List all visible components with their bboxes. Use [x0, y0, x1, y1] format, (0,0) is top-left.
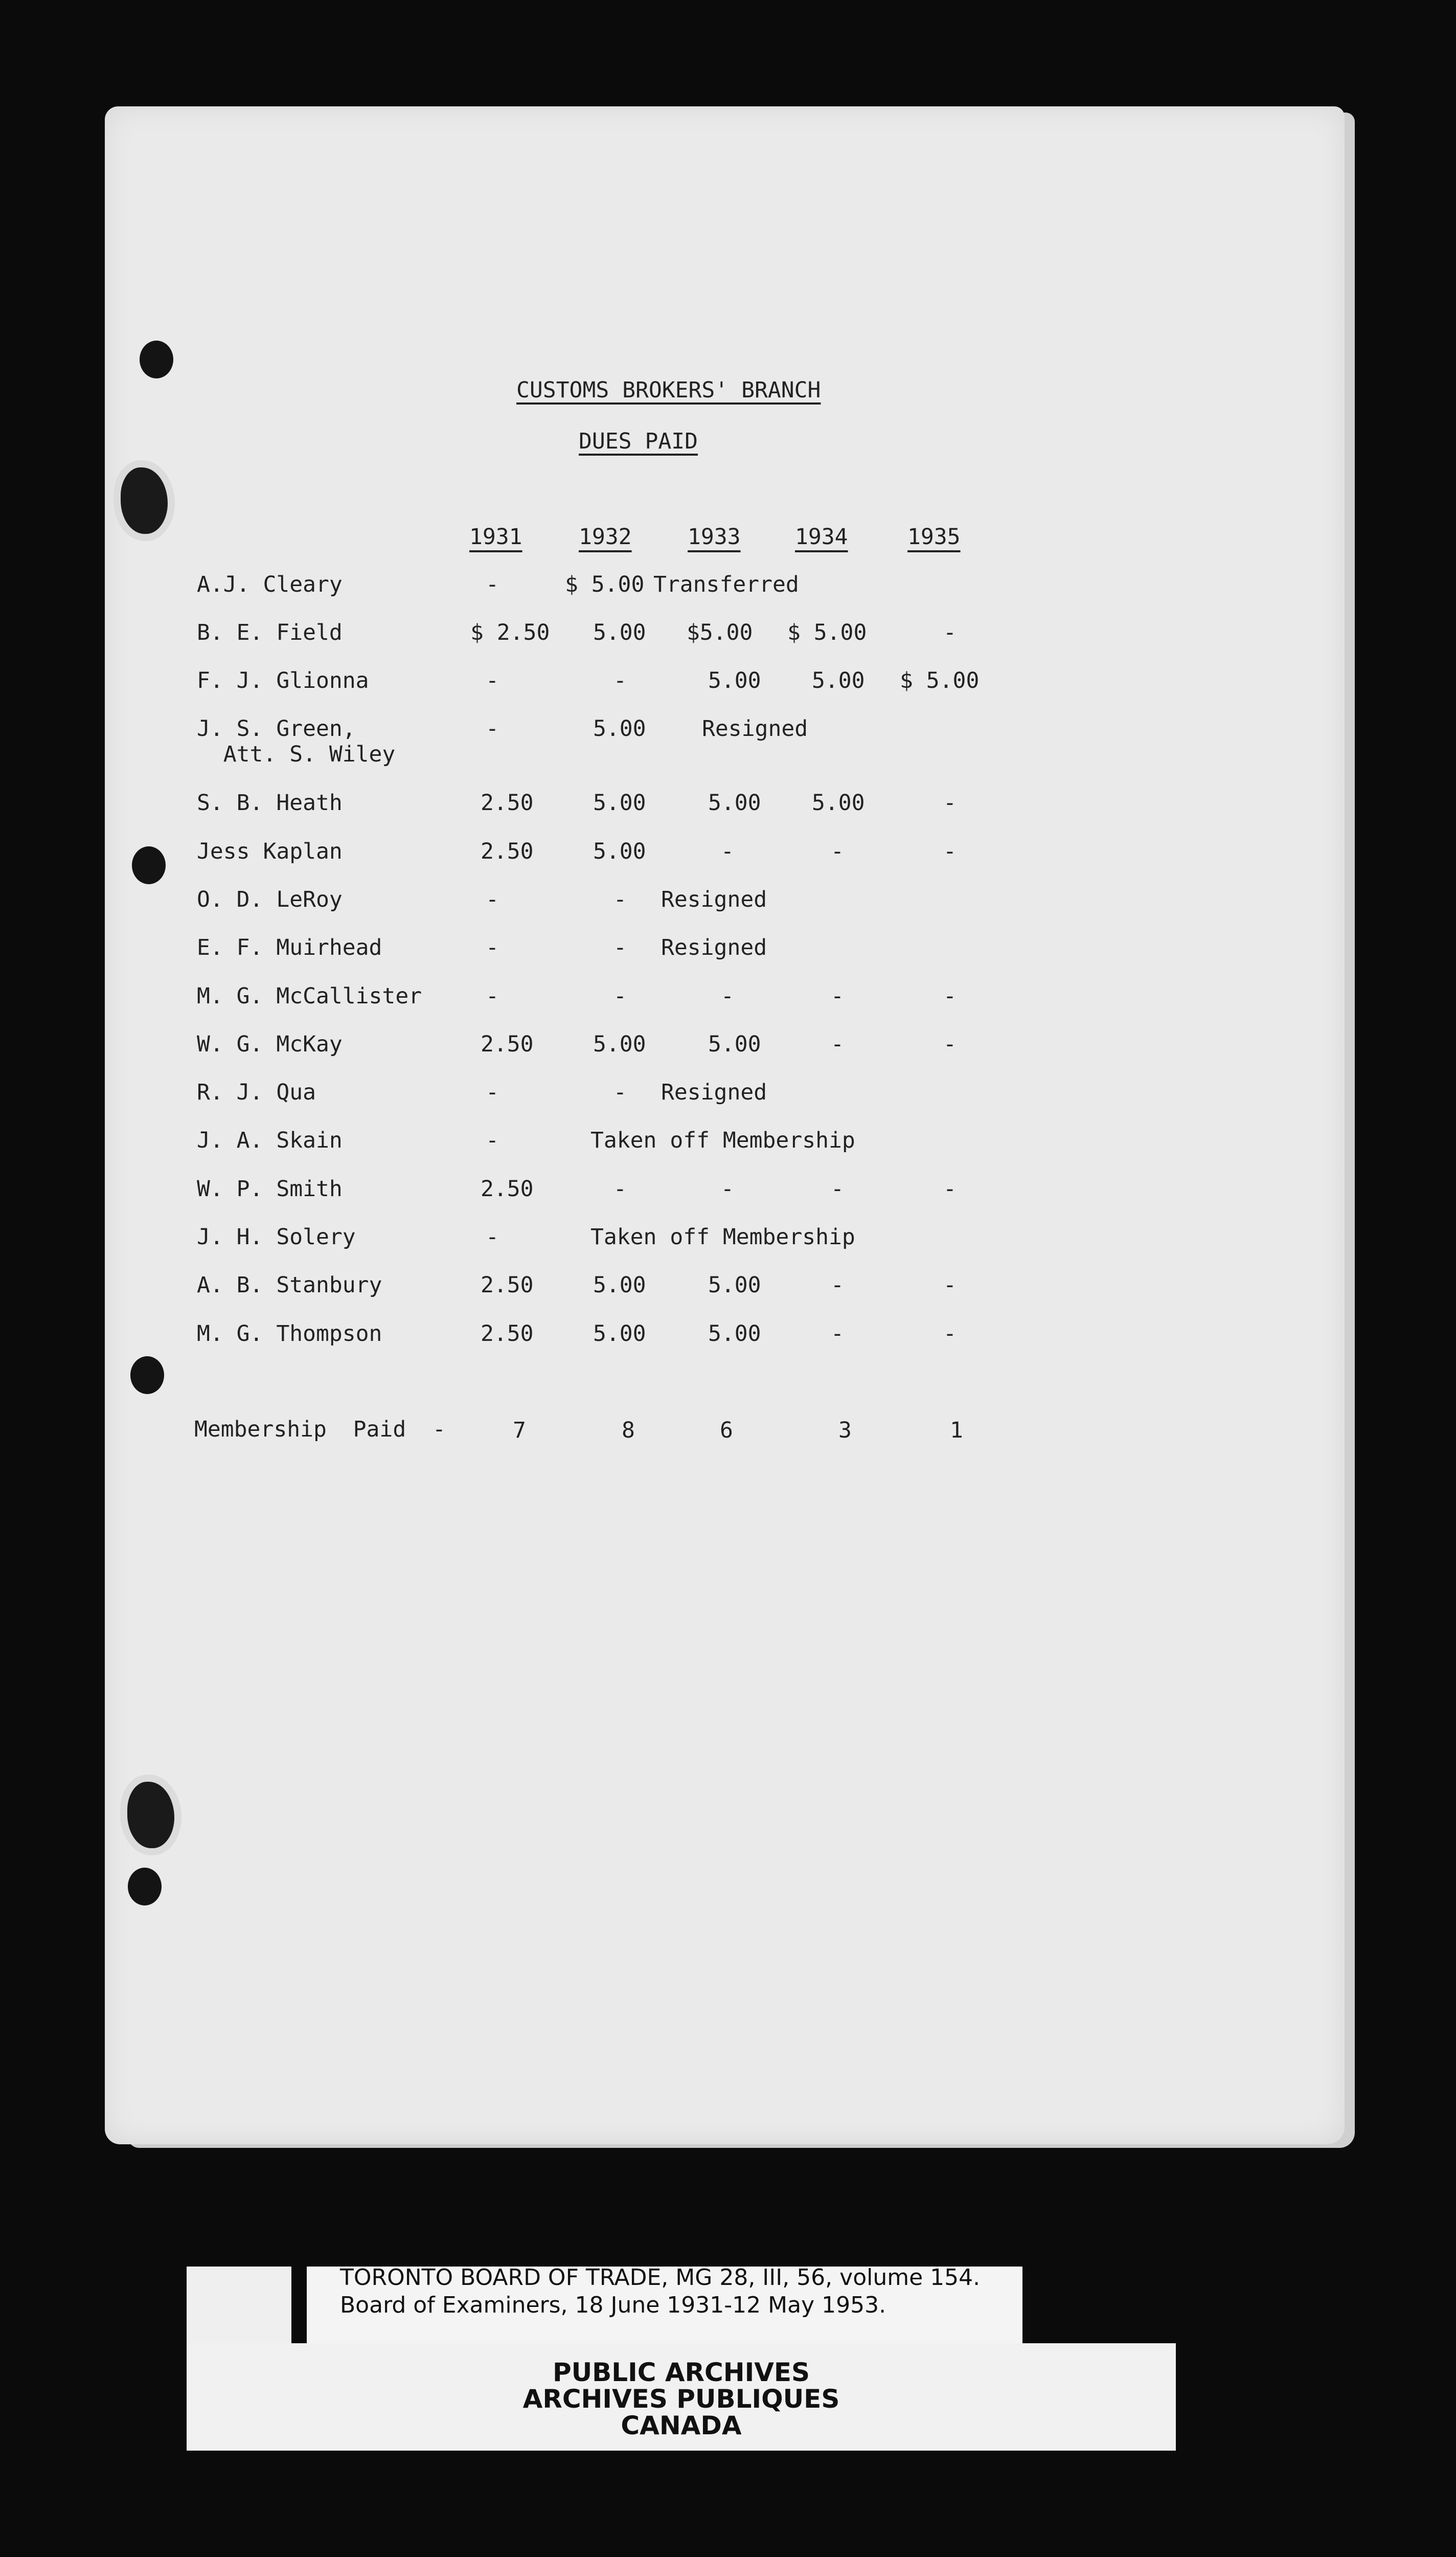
- year-header-1933: 1933: [688, 524, 741, 550]
- dues-cell-1935: -: [943, 1176, 957, 1202]
- dues-cell-1931: 2.50: [481, 1176, 534, 1202]
- member-name: O. D. LeRoy: [197, 887, 343, 912]
- table-row: [197, 935, 1066, 981]
- dues-cell-1933: -: [721, 983, 734, 1009]
- table-row: [197, 887, 1066, 933]
- table-row: [197, 1224, 1066, 1270]
- year-header-1935: 1935: [907, 524, 961, 550]
- dues-cell-1935: -: [943, 839, 957, 864]
- member-name: A. B. Stanbury: [197, 1272, 382, 1298]
- member-name: W. G. McKay: [197, 1031, 343, 1057]
- table-row: [197, 839, 1066, 885]
- dues-cell-1931: -: [486, 983, 499, 1009]
- dues-cell-1934: -: [831, 1031, 844, 1057]
- dues-cell-1933: 5.00: [708, 1031, 761, 1057]
- dues-cell-1935: -: [943, 1321, 957, 1347]
- member-name: F. J. Glionna: [197, 668, 369, 693]
- table-row: [197, 1128, 1066, 1174]
- document-subtitle: DUES PAID: [579, 429, 698, 454]
- dues-cell-1932: -: [613, 668, 627, 693]
- dues-cell-1933: $5.00: [687, 620, 753, 645]
- dues-cell-1931: -: [486, 1128, 499, 1153]
- punch-hole: [128, 1868, 162, 1905]
- archive-label-notch: [1022, 2267, 1068, 2348]
- membership-paid-1931: 7: [513, 1418, 526, 1443]
- dues-cell-1933: Resigned: [702, 716, 808, 742]
- dues-cell-1931: -: [486, 1224, 499, 1250]
- table-row: [197, 572, 1066, 618]
- table-row: [197, 668, 1066, 714]
- dues-cell-1932: 5.00: [593, 1321, 646, 1347]
- dues-cell-1932: 5.00: [593, 716, 646, 742]
- member-name: Jess Kaplan: [197, 839, 343, 864]
- table-row: [197, 790, 1066, 836]
- dues-cell-1933: -: [721, 839, 734, 864]
- dues-cell-1934: -: [831, 839, 844, 864]
- member-name: E. F. Muirhead: [197, 935, 382, 960]
- year-header-1932: 1932: [579, 524, 632, 550]
- table-row: [197, 1080, 1066, 1126]
- punch-hole: [130, 1356, 164, 1394]
- membership-paid-label: Membership Paid -: [194, 1417, 446, 1442]
- archive-reference-line-1: TORONTO BOARD OF TRADE, MG 28, III, 56, volume 154.: [340, 2264, 981, 2291]
- dues-cell-1932: -: [613, 1176, 627, 1202]
- dues-cell-1932: 5.00: [593, 1272, 646, 1298]
- membership-paid-1935: 1: [950, 1418, 963, 1443]
- dues-cell-1934: $ 5.00: [787, 620, 867, 645]
- dues-cell-1931: 2.50: [481, 1272, 534, 1298]
- dues-cell-1932: Taken off Membership: [590, 1128, 855, 1153]
- archive-label-notch: [291, 2267, 307, 2343]
- member-name: S. B. Heath: [197, 790, 343, 816]
- dues-cell-1931: 2.50: [481, 1321, 534, 1347]
- dues-cell-1931: 2.50: [481, 839, 534, 864]
- archive-label-tab: [187, 2267, 291, 2343]
- dues-cell-1933: 5.00: [708, 790, 761, 816]
- member-name: A.J. Cleary: [197, 572, 343, 597]
- dues-cell-1931: -: [486, 1080, 499, 1105]
- dues-cell-1932: Taken off Membership: [590, 1224, 855, 1250]
- membership-paid-1932: 8: [622, 1418, 635, 1443]
- member-name: W. P. Smith: [197, 1176, 343, 1202]
- table-row: [197, 620, 1066, 666]
- dues-cell-1934: -: [831, 1321, 844, 1347]
- dues-cell-1931: -: [486, 572, 499, 597]
- table-row: [197, 1272, 1066, 1318]
- member-name: J. H. Solery: [197, 1224, 356, 1250]
- membership-paid-1933: 6: [720, 1418, 733, 1443]
- table-row: [197, 716, 1066, 767]
- member-name: J. S. Green, Att. S. Wiley: [197, 716, 396, 767]
- membership-paid-1934: 3: [838, 1418, 852, 1443]
- dues-cell-1934: 5.00: [812, 668, 865, 693]
- dues-cell-1932: -: [613, 983, 627, 1009]
- dues-cell-1933: Resigned: [661, 1080, 767, 1105]
- document-title: CUSTOMS BROKERS' BRANCH: [516, 377, 821, 403]
- dues-cell-1932: 5.00: [593, 1031, 646, 1057]
- dues-cell-1933: 5.00: [708, 668, 761, 693]
- dues-cell-1934: -: [831, 1176, 844, 1202]
- dues-cell-1933: Resigned: [661, 887, 767, 912]
- table-row: [197, 1176, 1066, 1222]
- dues-cell-1931: $ 2.50: [470, 620, 550, 645]
- dues-cell-1932: 5.00: [593, 620, 646, 645]
- archive-institution-en: PUBLIC ARCHIVES: [552, 2358, 810, 2387]
- dues-cell-1934: -: [831, 983, 844, 1009]
- dues-cell-1933: Resigned: [661, 935, 767, 960]
- dues-cell-1932: -: [613, 1080, 627, 1105]
- archive-institution-fr: ARCHIVES PUBLIQUES: [522, 2384, 840, 2414]
- year-header-1934: 1934: [795, 524, 848, 550]
- dues-cell-1933: 5.00: [708, 1321, 761, 1347]
- dues-cell-1932: -: [613, 887, 627, 912]
- dues-cell-1931: -: [486, 668, 499, 693]
- dues-cell-1935: -: [943, 983, 957, 1009]
- dues-cell-1935: -: [943, 1272, 957, 1298]
- member-name: R. J. Qua: [197, 1080, 316, 1105]
- dues-cell-1935: $ 5.00: [900, 668, 980, 693]
- dues-cell-1931: -: [486, 935, 499, 960]
- dues-cell-1931: -: [486, 716, 499, 742]
- member-name: J. A. Skain: [197, 1128, 343, 1153]
- dues-cell-1931: 2.50: [481, 1031, 534, 1057]
- archive-country: CANADA: [621, 2411, 742, 2440]
- dues-cell-1931: 2.50: [481, 790, 534, 816]
- archive-reference-line-2: Board of Examiners, 18 June 1931-12 May 1953.: [340, 2292, 886, 2318]
- dues-cell-1932: -: [613, 935, 627, 960]
- year-header-1931: 1931: [469, 524, 522, 550]
- dues-cell-1932: 5.00: [593, 790, 646, 816]
- member-name: M. G. McCallister: [197, 983, 422, 1009]
- punch-hole: [140, 341, 173, 378]
- dues-cell-1932: $ 5.00: [565, 572, 645, 597]
- dues-cell-1934: 5.00: [812, 790, 865, 816]
- table-row: [197, 1031, 1066, 1078]
- dues-cell-1933: Transferred: [653, 572, 799, 597]
- punch-hole: [132, 846, 166, 884]
- dues-cell-1933: 5.00: [708, 1272, 761, 1298]
- table-row: [197, 983, 1066, 1029]
- dues-cell-1935: -: [943, 790, 957, 816]
- dues-cell-1932: 5.00: [593, 839, 646, 864]
- dues-cell-1934: -: [831, 1272, 844, 1298]
- member-name: B. E. Field: [197, 620, 343, 645]
- table-row: [197, 1321, 1066, 1367]
- dues-cell-1931: -: [486, 887, 499, 912]
- member-name: M. G. Thompson: [197, 1321, 382, 1347]
- dues-cell-1935: -: [943, 620, 957, 645]
- dues-cell-1935: -: [943, 1031, 957, 1057]
- dues-cell-1933: -: [721, 1176, 734, 1202]
